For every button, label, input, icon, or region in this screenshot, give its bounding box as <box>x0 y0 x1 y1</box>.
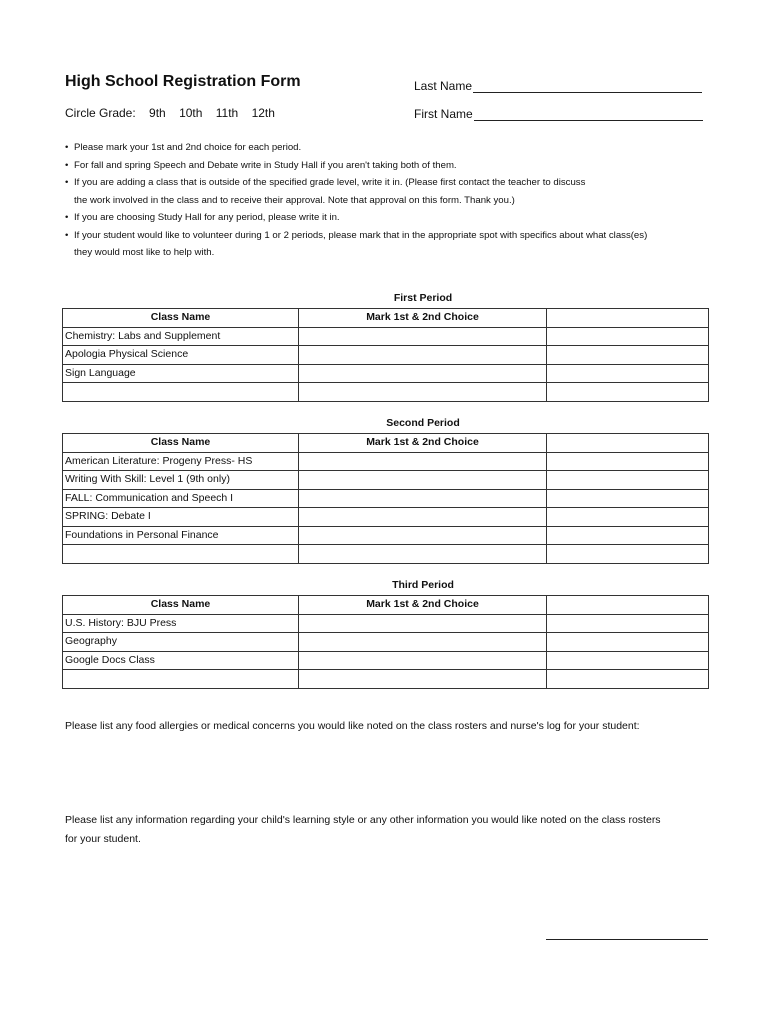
grade-label: Circle Grade: <box>65 106 136 120</box>
choice-cell[interactable] <box>299 651 547 670</box>
table-row <box>63 327 709 346</box>
grade-option-9th[interactable]: 9th <box>149 106 166 120</box>
instructions-list <box>65 139 715 262</box>
table-header-row <box>63 596 709 615</box>
class-name-cell: Apologia Physical Science <box>63 346 299 365</box>
class-name-cell[interactable] <box>63 383 299 402</box>
instruction-item: • If your student would like to volunteer during 1 or 2 periods, please mark that in the appropriate spot with specifics about what class(es) <box>65 227 715 245</box>
table-row <box>63 452 709 471</box>
table-header-row <box>63 309 709 328</box>
class-name-cell: FALL: Communication and Speech I <box>63 489 299 508</box>
learning-style-line: for your student. <box>65 833 141 845</box>
second-period-table <box>62 433 709 564</box>
extra-cell[interactable] <box>547 614 709 633</box>
class-name-cell: Google Docs Class <box>63 651 299 670</box>
class-name-cell: Chemistry: Labs and Supplement <box>63 327 299 346</box>
class-name-cell: SPRING: Debate I <box>63 508 299 527</box>
first-name-line[interactable] <box>474 108 703 121</box>
extra-column-header <box>547 596 709 615</box>
class-name-cell: Foundations in Personal Finance <box>63 526 299 545</box>
table-row <box>63 670 709 689</box>
instruction-continuation: they would most like to help with. <box>74 247 215 258</box>
first-period-label: First Period <box>393 292 453 304</box>
table-row <box>63 383 709 402</box>
class-name-cell: Sign Language <box>63 364 299 383</box>
choice-cell[interactable] <box>299 383 547 402</box>
grade-option-12th[interactable]: 12th <box>251 106 275 120</box>
learning-style-prompt <box>65 811 705 849</box>
extra-cell[interactable] <box>547 346 709 365</box>
class-name-header: Class Name <box>63 434 299 453</box>
extra-column-header <box>547 309 709 328</box>
extra-cell[interactable] <box>547 383 709 402</box>
extra-cell[interactable] <box>547 471 709 490</box>
grade-option-11th[interactable]: 11th <box>215 106 239 120</box>
choice-header: Mark 1st & 2nd Choice <box>299 596 547 615</box>
table-row <box>63 526 709 545</box>
bullet-icon: • <box>65 229 69 241</box>
first-name-label: First Name <box>414 107 473 121</box>
grade-option-10th[interactable]: 10th <box>179 106 203 120</box>
choice-cell[interactable] <box>299 545 547 564</box>
allergies-prompt: Please list any food allergies or medical concerns you would like noted on the class rosters and nurse's log for your student: <box>65 720 640 732</box>
choice-cell[interactable] <box>299 508 547 527</box>
choice-cell[interactable] <box>299 364 547 383</box>
class-name-cell[interactable] <box>63 670 299 689</box>
extra-cell[interactable] <box>547 633 709 652</box>
table-header-row <box>63 434 709 453</box>
class-name-cell: American Literature: Progeny Press- HS <box>63 452 299 471</box>
third-period-table <box>62 595 709 689</box>
table-row <box>63 508 709 527</box>
choice-cell[interactable] <box>299 614 547 633</box>
extra-cell[interactable] <box>547 489 709 508</box>
choice-cell[interactable] <box>299 346 547 365</box>
class-name-header: Class Name <box>63 309 299 328</box>
signature-line[interactable] <box>546 938 708 940</box>
instruction-item: • If you are choosing Study Hall for any period, please write it in. <box>65 209 715 227</box>
choice-cell[interactable] <box>299 670 547 689</box>
table-row <box>63 614 709 633</box>
class-name-cell: Writing With Skill: Level 1 (9th only) <box>63 471 299 490</box>
first-period-table <box>62 308 709 402</box>
extra-cell[interactable] <box>547 508 709 527</box>
bullet-icon: • <box>65 177 69 188</box>
last-name-line[interactable] <box>473 80 702 93</box>
first-name-field[interactable] <box>414 107 703 121</box>
class-name-cell: U.S. History: BJU Press <box>63 614 299 633</box>
table-row <box>63 633 709 652</box>
table-row <box>63 545 709 564</box>
choice-cell[interactable] <box>299 489 547 508</box>
choice-cell[interactable] <box>299 327 547 346</box>
choice-cell[interactable] <box>299 452 547 471</box>
class-name-header: Class Name <box>63 596 299 615</box>
choice-cell[interactable] <box>299 633 547 652</box>
third-period-label: Third Period <box>392 579 454 591</box>
extra-cell[interactable] <box>547 526 709 545</box>
last-name-label: Last Name <box>414 79 473 93</box>
extra-column-header <box>547 434 709 453</box>
class-name-cell: Geography <box>63 633 299 652</box>
class-name-cell[interactable] <box>63 545 299 564</box>
table-row <box>63 651 709 670</box>
choice-header: Mark 1st & 2nd Choice <box>299 309 547 328</box>
instruction-item: • Please mark your 1st and 2nd choice for each period. <box>65 139 715 157</box>
form-title: High School Registration Form <box>65 73 301 90</box>
instruction-item: • If you are adding a class that is outside of the specified grade level, write it in. (Please first contact the teacher to discuss <box>65 174 715 192</box>
table-row <box>63 489 709 508</box>
choice-cell[interactable] <box>299 471 547 490</box>
learning-style-line: Please list any information regarding your child's learning style or any other information you would like noted on the class rosters <box>65 814 661 826</box>
extra-cell[interactable] <box>547 545 709 564</box>
bullet-icon: • <box>65 142 69 153</box>
extra-cell[interactable] <box>547 452 709 471</box>
table-row <box>63 364 709 383</box>
bullet-icon: • <box>65 212 69 223</box>
table-row <box>63 346 709 365</box>
extra-cell[interactable] <box>547 651 709 670</box>
bullet-icon: • <box>65 159 69 171</box>
extra-cell[interactable] <box>547 364 709 383</box>
grade-selector <box>65 106 285 120</box>
choice-cell[interactable] <box>299 526 547 545</box>
last-name-field[interactable] <box>414 79 702 93</box>
extra-cell[interactable] <box>547 327 709 346</box>
table-row <box>63 471 709 490</box>
instruction-continuation: the work involved in the class and to receive their approval. Note that approval on this form. Thank you.) <box>74 194 515 206</box>
extra-cell[interactable] <box>547 670 709 689</box>
choice-header: Mark 1st & 2nd Choice <box>299 434 547 453</box>
second-period-label: Second Period <box>386 417 460 429</box>
instruction-item: • For fall and spring Speech and Debate write in Study Hall if you aren't taking both of them. <box>65 157 715 175</box>
